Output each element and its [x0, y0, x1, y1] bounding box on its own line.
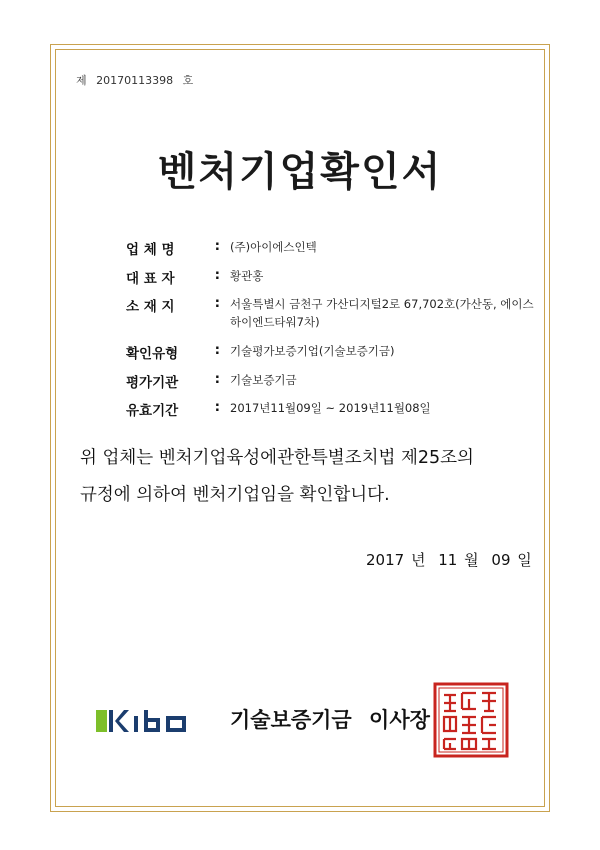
- info-colon: :: [214, 342, 220, 358]
- info-label-text: 유효기간: [126, 403, 179, 419]
- info-label: [126, 267, 220, 287]
- statement-line-2: 규정에 의하여 벤처기업임을 확인합니다.: [80, 485, 390, 505]
- info-value: 서울특별시 금천구 가산디지털2로 67,702호(가산동, 에이스하이엔드타워7차): [230, 297, 534, 329]
- info-label: [126, 342, 220, 362]
- number-prefix: 제: [76, 74, 87, 87]
- info-label: [126, 371, 220, 391]
- info-row-validity: [126, 399, 536, 428]
- info-row-type: [126, 342, 536, 371]
- issuer-role: 이사장: [369, 708, 430, 732]
- confirmation-statement: [80, 440, 540, 514]
- info-label-text: 확인유형: [126, 346, 179, 362]
- info-row-evaluator: [126, 371, 536, 400]
- info-label-text: 소 재 지: [126, 299, 175, 315]
- date-year: 2017: [366, 551, 405, 569]
- info-value: (주)아이에스인텍: [230, 240, 317, 254]
- date-day-unit: 일: [517, 551, 532, 569]
- info-label: [126, 238, 220, 258]
- certificate-number: [76, 72, 199, 88]
- certificate-info-table: [126, 238, 536, 428]
- number-suffix: 호: [182, 74, 194, 87]
- info-colon: :: [214, 266, 220, 283]
- date-month: 11: [438, 551, 458, 569]
- info-colon: :: [214, 399, 220, 415]
- issuer-signature: [230, 704, 430, 734]
- info-colon: :: [214, 295, 220, 311]
- info-label: [126, 295, 220, 315]
- date-year-unit: 년: [410, 551, 426, 569]
- info-colon: :: [214, 238, 220, 254]
- info-label-text: 업 체 명: [126, 242, 175, 258]
- info-label: [126, 399, 220, 419]
- info-value: 기술평가보증기업(기술보증기금): [230, 344, 395, 358]
- info-value: 기술보증기금: [230, 372, 297, 387]
- info-label-text: 대 표 자: [126, 270, 175, 287]
- kibo-logo-icon: [96, 706, 214, 736]
- statement-line-1: 위 업체는 벤처기업육성에관한특별조치법 제25조의: [80, 448, 474, 468]
- info-label-text: 평가기관: [126, 374, 179, 391]
- official-seal-icon: [432, 681, 510, 759]
- date-month-unit: 월: [464, 551, 479, 569]
- number-value: 20170113398: [96, 74, 174, 87]
- info-row-company: [126, 238, 536, 267]
- date-day: 09: [491, 551, 511, 569]
- issue-date: [366, 549, 540, 570]
- info-value: 2017년11월09일 ~ 2019년11월08일: [230, 401, 431, 415]
- info-colon: :: [214, 370, 220, 387]
- info-value: 황관홍: [230, 268, 264, 283]
- info-row-representative: [126, 267, 536, 296]
- issuer-organization: 기술보증기금: [230, 708, 352, 732]
- page-title: 벤처기업확인서: [157, 148, 443, 195]
- info-row-address: [126, 295, 536, 342]
